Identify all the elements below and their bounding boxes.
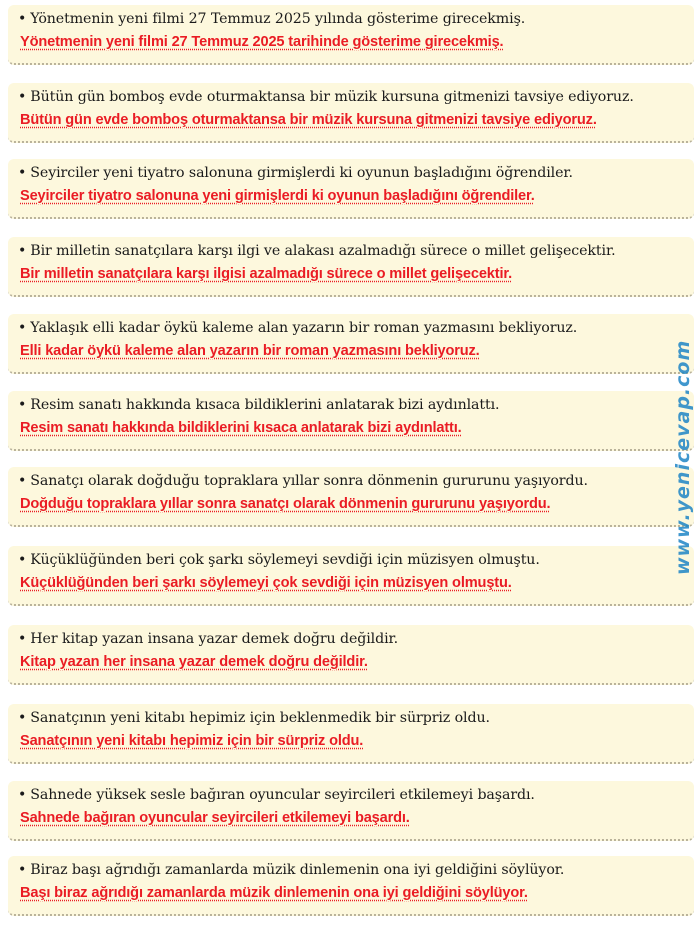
original-sentence [18, 397, 499, 413]
bullet: • [18, 243, 27, 259]
original-sentence [18, 11, 525, 27]
exercise-item [8, 159, 694, 219]
exercise-item [8, 83, 694, 143]
original-sentence [18, 165, 573, 181]
original-sentence [18, 862, 564, 878]
exercise-item [8, 625, 694, 685]
sentence-text: Sahnede yüksek sesle bağıran oyuncular seyircileri etkilemeyi başardı. [30, 787, 535, 803]
original-sentence [18, 710, 490, 726]
corrected-sentence: Sahnede bağıran oyuncular seyircileri etkilemeyi başardı. [20, 810, 410, 826]
sentence-text: Biraz başı ağrıdığı zamanlarda müzik dinlemenin ona iyi geldiğini söylüyor. [30, 862, 565, 878]
original-sentence [18, 243, 615, 259]
bullet: • [18, 320, 27, 336]
original-sentence [18, 631, 398, 647]
corrected-sentence: Doğduğu topraklara yıllar sonra sanatçı olarak dönmenin gururunu yaşıyordu. [20, 496, 551, 512]
corrected-sentence: Bir milletin sanatçılara karşı ilgisi azalmadığı sürece o millet gelişecektir. [20, 266, 513, 282]
corrected-sentence: Küçüklüğünden beri şarkı söylemeyi çok sevdiği için müzisyen olmuştu. [20, 575, 512, 591]
bullet: • [18, 473, 27, 489]
sentence-text: Yönetmenin yeni filmi 27 Temmuz 2025 yılında gösterime girecekmiş. [30, 11, 526, 27]
bullet: • [18, 862, 27, 878]
exercise-item [8, 781, 694, 841]
exercise-item [8, 856, 694, 916]
bullet: • [18, 89, 27, 105]
exercise-item [8, 467, 694, 527]
original-sentence [18, 89, 634, 105]
bullet: • [18, 710, 27, 726]
exercise-item [8, 704, 694, 764]
corrected-sentence: Kitap yazan her insana yazar demek doğru değildir. [20, 654, 368, 670]
exercise-item [8, 5, 694, 65]
sentence-text: Resim sanatı hakkında kısaca bildiklerini anlatarak bizi aydınlattı. [30, 397, 500, 413]
corrected-sentence: Seyirciler tiyatro salonuna yeni girmişlerdi ki oyunun başladığını öğrendiler. [20, 188, 535, 204]
bullet: • [18, 11, 27, 27]
exercise-item [8, 237, 694, 297]
bullet: • [18, 397, 27, 413]
bullet: • [18, 165, 27, 181]
corrected-sentence: Başı biraz ağrıdığı zamanlarda müzik dinlemenin ona iyi geldiğini söylüyor. [20, 885, 528, 901]
original-sentence [18, 473, 588, 489]
watermark: www.yenicevap.com [672, 339, 694, 575]
corrected-sentence: Resim sanatı hakkında bildiklerini kısaca anlatarak bizi aydınlattı. [20, 420, 462, 436]
original-sentence [18, 787, 535, 803]
corrected-sentence: Elli kadar öykü kaleme alan yazarın bir roman yazmasını bekliyoruz. [20, 343, 480, 359]
exercise-item [8, 314, 694, 374]
sentence-text: Bütün gün bomboş evde oturmaktansa bir müzik kursuna gitmenizi tavsiye ediyoruz. [30, 89, 634, 105]
sentence-text: Sanatçının yeni kitabı hepimiz için beklenmedik bir sürpriz oldu. [30, 710, 490, 726]
sentence-text: Yaklaşık elli kadar öykü kaleme alan yazarın bir roman yazmasını bekliyoruz. [30, 320, 578, 336]
corrected-sentence: Sanatçının yeni kitabı hepimiz için bir sürpriz oldu. [20, 733, 364, 749]
sentence-text: Seyirciler yeni tiyatro salonuna girmişlerdi ki oyunun başladığını öğrendiler. [30, 165, 573, 181]
corrected-sentence: Bütün gün evde bomboş oturmaktansa bir müzik kursuna gitmenizi tavsiye ediyoruz. [20, 112, 597, 128]
original-sentence [18, 552, 540, 568]
exercise-item [8, 391, 694, 451]
exercise-item [8, 546, 694, 606]
sentence-text: Sanatçı olarak doğduğu topraklara yıllar sonra dönmenin gururunu yaşıyordu. [30, 473, 588, 489]
original-sentence [18, 320, 577, 336]
bullet: • [18, 787, 27, 803]
bullet: • [18, 631, 27, 647]
bullet: • [18, 552, 27, 568]
sentence-text: Bir milletin sanatçılara karşı ilgi ve alakası azalmadığı sürece o millet gelişecektir. [30, 243, 616, 259]
corrected-sentence: Yönetmenin yeni filmi 27 Temmuz 2025 tarihinde gösterime girecekmiş. [20, 34, 504, 50]
sentence-text: Her kitap yazan insana yazar demek doğru değildir. [30, 631, 399, 647]
sentence-text: Küçüklüğünden beri çok şarkı söylemeyi sevdiği için müzisyen olmuştu. [30, 552, 540, 568]
